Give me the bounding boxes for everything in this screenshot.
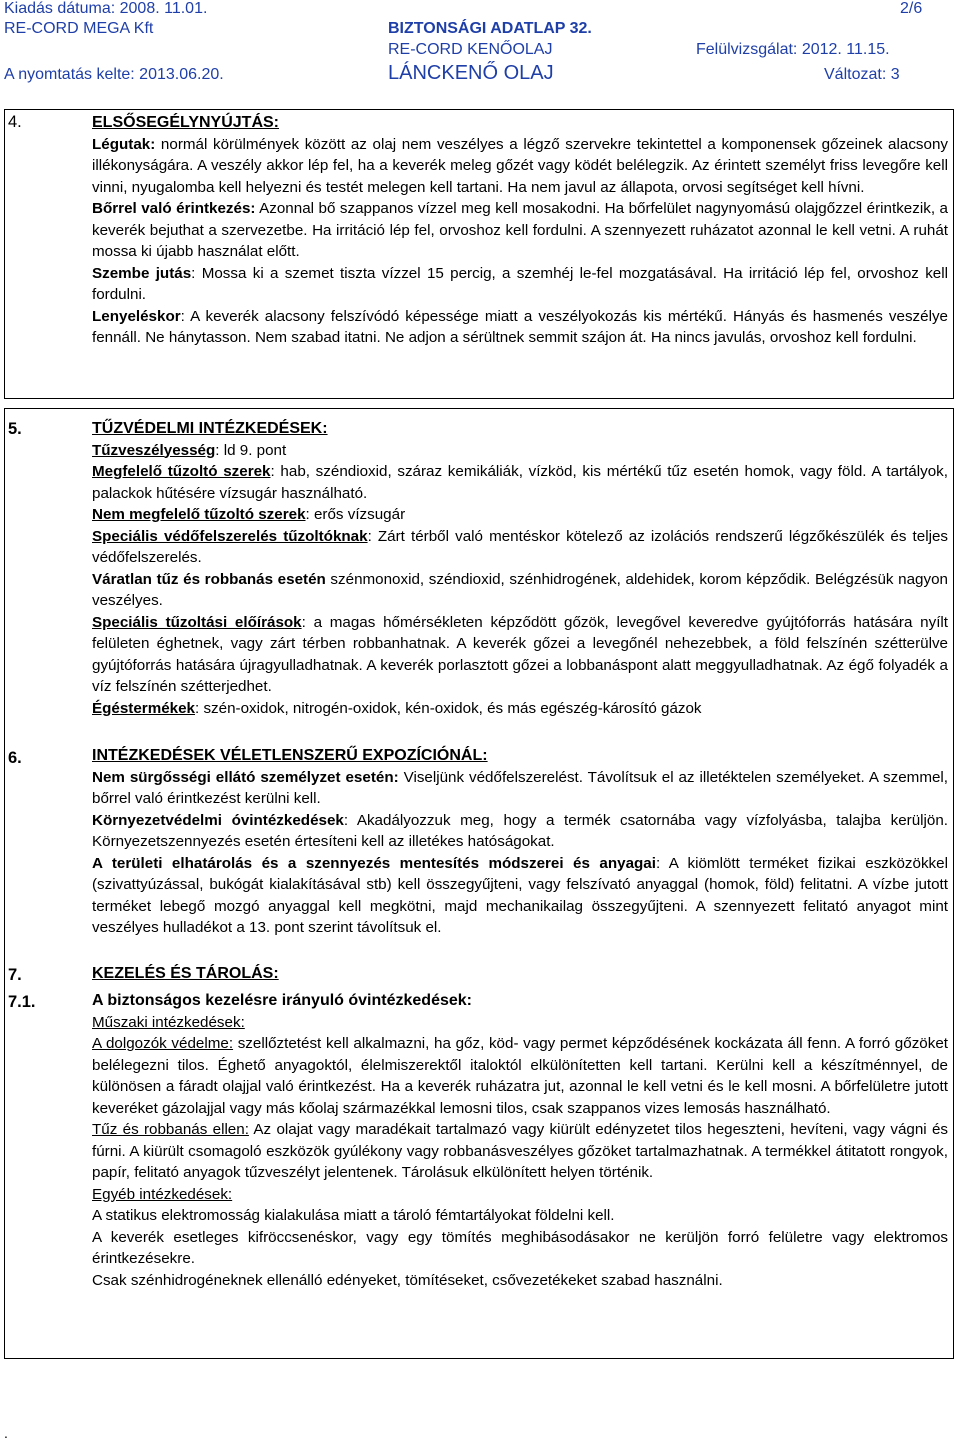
paragraph: Csak szénhidrogéneknek ellenálló edényeket, tömítéseket, csővezetékeket szabad használni. [92, 1271, 723, 1289]
paragraph: A dolgozók védelme: szellőztetést kell alkalmazni, ha gőz, köd- vagy permet képződésének kockázata áll fenn. A forró gőzöket belélegezni tilos. Éghető anyagoktól, élelmiszerektől italoktól elkülönítetten kell tartani. Kerülni kell a készítménnyel, de különösen a fáradt olajjal való érintkezést. Ha a keverék ruházatra jut, azonnal le kell vetni és le kell mosni. A bőrfelületre jutott keveréket gázolajjal vagy más kőolaj származékkal lemosni tilos, csak szappanos vizes lemosás használható. [92, 1035, 948, 1117]
paragraph: Speciális védőfelszerelés tűzoltóknak: Zárt térből való mentéskor kötelező az izolációs rendszerű légzőkészülék és teljes védőfelszerelés. [92, 527, 949, 566]
paragraph: A statikus elektromosság kialakulása miatt a tároló fémtartályokat földelni kell. [92, 1207, 615, 1224]
paragraph: Tűz és robbanás ellen: Az olajat vagy maradékait tartalmazó vagy kiürült edényzetet tilos hegeszteni, hevíteni, vagy vágni és fúrni. A kiürült csomagoló eszközök gyúlékony vagy robbanásveszélyes gőzöket tartalmazhatnak. A termékkel átitatott rongyok, papír, felitató anyagok tűzveszélyt jelentenek. Tárolásuk elkülönített helyen történik. [92, 1121, 949, 1181]
section-4-content [92, 112, 948, 349]
section-6-number: 6. [8, 749, 22, 767]
paragraph: Környezetvédelmi óvintézkedések: Akadályozzuk meg, hogy a termék csatornába vagy vízfolyásba, talajba kerüljön. Környezetszennyezés esetén értesíteni kell az illetékes hatóságokat. [92, 811, 949, 850]
print-date: A nyomtatás kelte: 2013.06.20. [4, 66, 224, 83]
section-7-1-content [92, 990, 948, 1291]
paragraph: A keverék esetleges kifröccsenéskor, vagy egy tömítés meghibásodásakor ne kerüljön forró felületre vagy elektromos érintkezésekre. [92, 1228, 948, 1267]
paragraph: Tűzveszélyesség: ld 9. pont [92, 441, 287, 459]
section-7-number: 7. [8, 966, 22, 984]
paragraph: Égéstermékek: szén-oxidok, nitrogén-oxidok, kén-oxidok, és más egészég-károsító gázok [92, 699, 702, 717]
paragraph: Légutak: normál körülmények között az olaj nem veszélyes a légző szervekre tekintettel a komponensek gőzeinek alacsony illékonyságára. A veszély akkor lép fel, ha a keverék meleg gőzét vagy ködét belélegzik. Az érintett személyt friss levegőre kell vinni, nyugalomba kell helyezni és testét melegen kell tartani. Ha nem javul az állapota, orvosi segítséget kell hívni. [92, 135, 948, 196]
section-4-number: 4. [8, 113, 22, 131]
section-5-content [92, 418, 948, 719]
paragraph: Nem sürgősségi ellátó személyzet esetén: Viseljünk védőfelszerelést. Távolítsuk el az illetéktelen személyeket. A szemmel, bőrrel való érintkezést kerülni kell. [92, 768, 949, 807]
paragraph: Szembe jutás: Mossa ki a szemet tiszta vízzel 15 percig, a szemhéj le-fel mozgatásával. Ha irritáció lép fel, orvoshoz kell fordulni. [92, 264, 948, 303]
product-line-2: LÁNCKENŐ OLAJ [388, 62, 554, 84]
section-7-content [92, 963, 948, 985]
section-7-title: KEZELÉS ÉS TÁROLÁS: [92, 965, 279, 982]
review-date: Felülvizsgálat: 2012. 11.15. [696, 41, 890, 58]
company-name: RE-CORD MEGA Kft [4, 20, 154, 37]
footer-dot: . [4, 1425, 8, 1441]
document-title: BIZTONSÁGI ADATLAP 32. [388, 20, 592, 37]
section-4-title: ELSŐSEGÉLYNYÚJTÁS: [92, 114, 280, 131]
product-line-1: RE-CORD KENŐOLAJ [388, 41, 553, 58]
section-6-content [92, 745, 948, 939]
page-header [0, 0, 960, 100]
section-5-title: TŰZVÉDELMI INTÉZKEDÉSEK: [92, 420, 328, 437]
paragraph: Megfelelő tűzoltó szerek: hab, széndioxid, száraz kemikáliák, vízköd, kis mértékű tűz esetén homok, vagy föld. A tartályok, palackok hűtésére vízsugár használható. [92, 463, 948, 502]
section-5-number: 5. [8, 420, 22, 438]
paragraph: Speciális tűzoltási előírások: a magas hőmérsékleten képződött gőzök, levegővel keveredve gyújtóforrás hatására nyílt felületen éghetnek, vagy zárt térben robbanhatnak. A keverék gőzei a levegőnél nehezebbek, a föld felszínén szétterülve gyújtóforrás hatására újragyulladhatnak. A keverék porlasztott gőzei a lobbanáspont alatt meggyulladhatnak. Az égő folyadék a víz felszínén szétterjedhet. [92, 613, 949, 695]
paragraph: Váratlan tűz és robbanás esetén szénmonoxid, széndioxid, szénhidrogének, aldehidek, korom képződik. Belégzésük nagyon veszélyes. [92, 570, 948, 609]
version: Változat: 3 [824, 66, 900, 83]
page-number: 2/6 [900, 0, 923, 17]
other-measures-heading: Egyéb intézkedések: [92, 1185, 233, 1203]
paragraph: Lenyeléskor: A keverék alacsony felszívódó képessége miatt a veszélyokozás kis mértékű. Hányás és hasmenés veszélye fennáll. Ne hánytasson. Nem szabad itatni. Ne adjon a sérültnek semmit szájon át. Ha nincs javulás, orvoshoz kell fordulni. [92, 307, 948, 346]
technical-measures-heading: Műszaki intézkedések: [92, 1013, 245, 1031]
paragraph: A területi elhatárolás és a szennyezés mentesítés módszerei és anyagai: A kiömlött terméket fizikai eszközökkel (szivattyúzással, bukógát kialakításával stb) kell összegyűjteni, vagy felszívató anyaggal (homok, föld) felitatni. A vízbe jutott terméket lebegő mozgó anyaggal kell megkötni, majd mechanikailag összegyűjteni. A szennyezett felitató anyagot mint veszélyes hulladékot a 13. pont szerint távolítsuk el. [92, 854, 948, 936]
section-7-1-title: A biztonságos kezelésre irányuló óvintézkedések: [92, 992, 472, 1009]
section-6-title: INTÉZKEDÉSEK VÉLETLENSZERŰ EXPOZÍCIÓNÁL: [92, 747, 488, 764]
issue-date: Kiadás dátuma: 2008. 11.01. [4, 0, 208, 17]
section-7-1-number: 7.1. [8, 993, 36, 1011]
paragraph: Bőrrel való érintkezés: Azonnal bő szappanos vízzel meg kell mosakodni. Ha bőrfelület nagynyomású olajgőzzel érintkezik, a keverék bejuthat a szervezetbe. Ha irritáció lép fel, orvoshoz kell fordulni. A szennyezett ruházatot azonnal le kell vetni. A ruhát mossa ki újabb használat előtt. [92, 200, 948, 260]
paragraph: Nem megfelelő tűzoltó szerek: erős vízsugár [92, 506, 406, 523]
